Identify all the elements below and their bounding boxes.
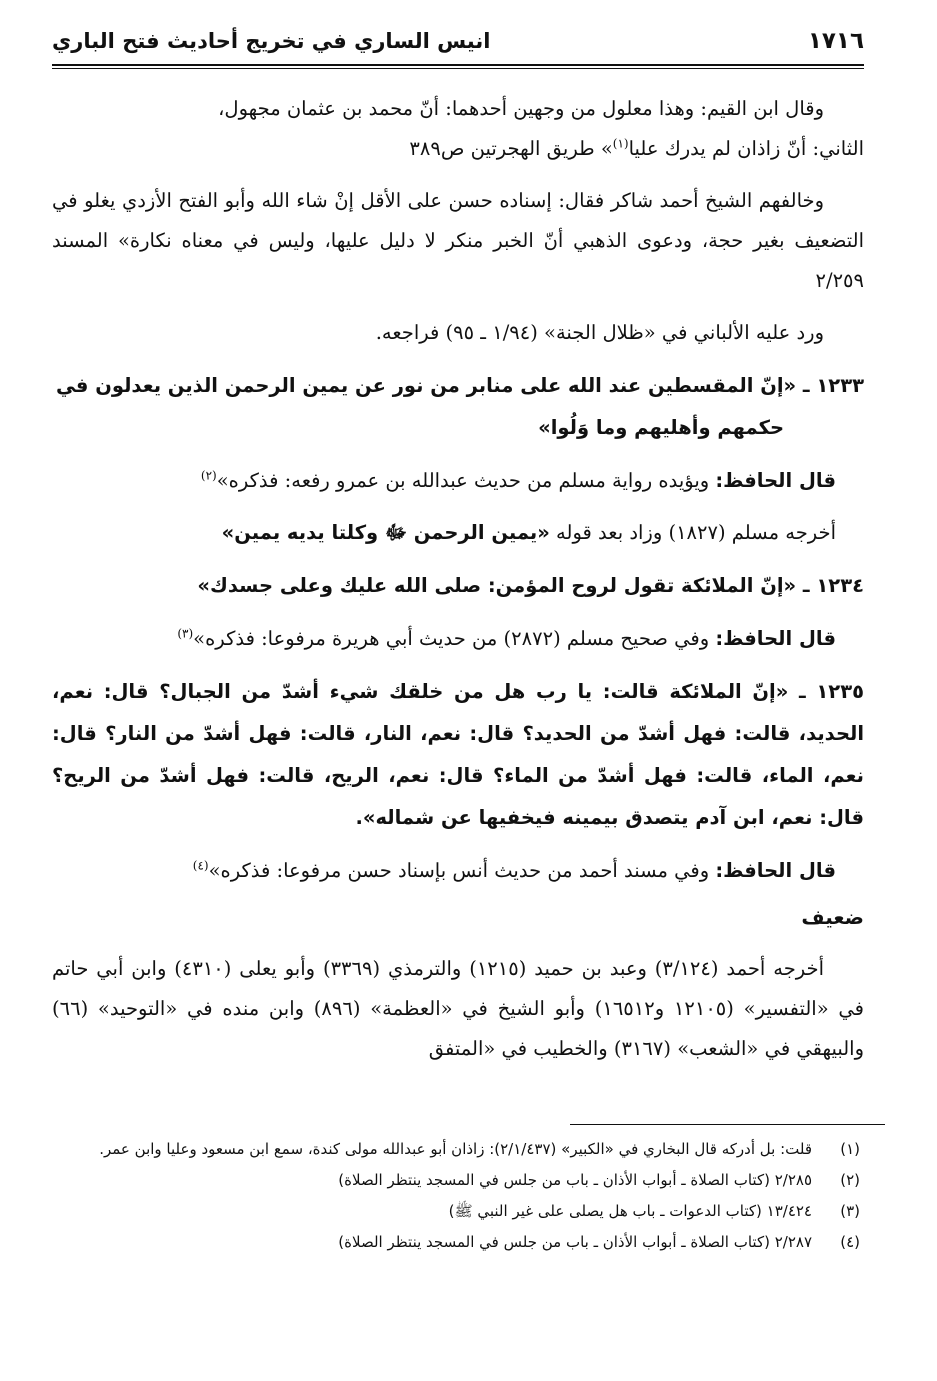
page-number: ١٧١٦	[807, 28, 864, 54]
footnote-number: (٣)	[840, 1202, 860, 1220]
footnote-item	[52, 1134, 860, 1165]
running-header	[52, 28, 864, 62]
ibn-qayyim-quote	[52, 89, 864, 169]
takhrij-1233-addition: «يمين الرحمن ﷻ وكلتا يديه يمين»	[221, 521, 550, 544]
footnote-ref-3: (٣)	[177, 626, 194, 641]
hafiz-note-1234	[52, 619, 864, 659]
footnote-ref-1: (١)	[612, 136, 629, 151]
hafiz-note-1235	[52, 851, 864, 891]
hadith-1235-rest: الحديد، قالت: فهل أشدّ من الحديد؟ قال: نعم، النار، قالت: فهل أشدّ من النار؟ قال: نعم، الماء، قالت: فهل أشدّ من الماء؟ قال: نعم، الريح، قالت: فهل أشدّ من الريح؟ قال: نعم، ابن آدم يتصدق بيمينه فيخفيها عن شماله».	[52, 722, 864, 829]
hadith-1234: ١٢٣٤ ـ «إنّ الملائكة تقول لروح المؤمن: صلى الله عليك وعلى جسدك»	[197, 574, 864, 597]
footnotes	[52, 1134, 860, 1258]
hadith-grade: ضعيف	[801, 905, 864, 929]
hadith-1233-line-2: حكمهم وأهليهم وما وَلُوا»	[538, 416, 784, 439]
footnote-item	[52, 1227, 860, 1258]
albani-paragraph: ورد عليه الألباني في «ظلال الجنة» (١/٩٤ ـ ٩٥) فراجعه.	[375, 321, 824, 344]
shakir-paragraph: وخالفهم الشيخ أحمد شاكر فقال: إسناده حسن على الأقل إنْ شاء الله وأبو الفتح الأزدي يغلو في التضعيف بغير حجة، ودعوى الذهبي أنّ الخبر منكر لا دليل عليها، وليس في معناه نكارة» المسند ٢/٢٥٩	[52, 189, 864, 292]
footnote-number: (٢)	[840, 1171, 860, 1189]
takhrij-1235: أخرجه أحمد (٣/١٢٤) وعبد بن حميد (١٢١٥) والترمذي (٣٣٦٩) وأبو يعلى (٤٣١٠) وابن أبي حاتم في «التفسير» (١٢١٠٥ و١٦٥١٢) وأبو الشيخ في «العظمة» (٨٩٦) وابن منده في «التوحيد» (٦٦) والبيهقي في «الشعب» (٣١٦٧) والخطيب في «المتفق	[52, 957, 864, 1060]
hafiz-note-text: وفي مسند أحمد من حديث أنس بإسناد حسن مرفوعا: فذكره»	[208, 859, 716, 882]
footnote-ref-2: (٢)	[200, 468, 217, 483]
book-page	[52, 28, 864, 1069]
footnote-item	[52, 1196, 860, 1227]
running-title: انيس الساري في تخريج أحاديث فتح الباري	[52, 29, 491, 53]
footnote-number: (١)	[840, 1140, 860, 1158]
hadith-1235	[52, 671, 864, 839]
footnote-text: ١٣/٤٢٤ (كتاب الدعوات ـ باب هل يصلى على غير النبي ﷺ)	[448, 1202, 812, 1220]
takhrij-1233	[52, 513, 864, 553]
hafiz-note-text: ويؤيده رواية مسلم من حديث عبدالله بن عمرو رفعه: فذكره»	[216, 469, 716, 492]
footnote-text: ٢/٢٨٥ (كتاب الصلاة ـ أبواب الأذان ـ باب من جلس في المسجد ينتظر الصلاة)	[338, 1171, 812, 1189]
footnote-separator	[570, 1124, 885, 1125]
hafiz-label: قال الحافظ:	[715, 859, 836, 882]
hafiz-label: قال الحافظ:	[715, 469, 836, 492]
hadith-1233	[52, 365, 864, 449]
footnote-item	[52, 1165, 860, 1196]
footnote-number: (٤)	[840, 1233, 860, 1251]
quote-line-2: الثاني: أنّ زاذان لم يدرك عليا	[628, 137, 864, 160]
hadith-1235-line-1: ١٢٣٥ ـ «إنّ الملائكة قالت: يا رب هل من خلقك شيء أشدّ من الجبال؟ قال: نعم،	[52, 680, 864, 703]
header-rule-thin	[52, 68, 864, 69]
footnote-text: ٢/٢٨٧ (كتاب الصلاة ـ أبواب الأذان ـ باب من جلس في المسجد ينتظر الصلاة)	[338, 1233, 812, 1251]
hadith-1233-line-1: ١٢٣٣ ـ «إنّ المقسطين عند الله على منابر من نور عن يمين الرحمن الذين يعدلون في	[55, 374, 864, 397]
footnote-text: قلت: بل أدركه قال البخاري في «الكبير» (٢/١/٤٣٧): زاذان أبو عبدالله مولى كندة، سمع ابن مسعود وعليا وابن عمر.	[99, 1140, 812, 1158]
header-rule-thick	[52, 64, 864, 66]
takhrij-1233-text: أخرجه مسلم (١٨٢٧) وزاد بعد قوله	[549, 521, 836, 544]
footnote-ref-4: (٤)	[192, 858, 209, 873]
hafiz-label: قال الحافظ:	[715, 627, 836, 650]
hafiz-note-1233	[52, 461, 864, 501]
quote-line-1: وقال ابن القيم: وهذا معلول من وجهين أحدهما: أنّ محمد بن عثمان مجهول،	[218, 97, 824, 120]
hafiz-note-text: وفي صحيح مسلم (٢٨٧٢) من حديث أبي هريرة مرفوعا: فذكره»	[193, 627, 716, 650]
quote-source: » طريق الهجرتين ص٣٨٩	[409, 137, 613, 160]
